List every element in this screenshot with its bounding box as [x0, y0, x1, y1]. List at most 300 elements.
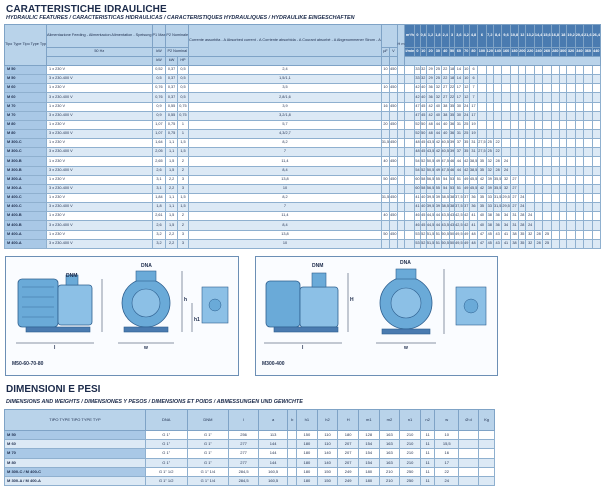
head-value-cell	[584, 148, 592, 157]
head-value-cell	[486, 84, 493, 93]
dim-value-cell: 16	[435, 449, 459, 458]
dim-value-cell: 277	[229, 458, 259, 467]
head-value-cell: 31,5	[493, 193, 501, 202]
head-value-cell: 60	[415, 184, 420, 193]
uf-cell	[381, 93, 389, 102]
head-value-cell: 34	[502, 212, 510, 221]
head-value-cell: 42	[415, 93, 420, 102]
head-value-cell	[534, 66, 542, 75]
amp-cell: 8,4	[189, 221, 382, 230]
dim-value-cell: 11	[420, 476, 435, 485]
table-row	[5, 148, 601, 157]
head-value-cell	[526, 120, 534, 129]
head-value-cell: 28	[534, 230, 542, 239]
dim-value-cell: 11	[420, 449, 435, 458]
head-value-cell	[526, 184, 534, 193]
head-value-cell: 43	[449, 221, 454, 230]
dim-col-header: m2	[379, 410, 400, 431]
head-value-cell: 32	[526, 230, 534, 239]
model-cell: M 300-B	[5, 157, 47, 166]
head-value-cell: 19	[469, 120, 477, 129]
model-cell: M 70	[5, 102, 47, 111]
q-lmin-value: 120	[486, 48, 493, 57]
head-value-cell: 36	[493, 221, 501, 230]
head-value-cell	[526, 166, 534, 175]
amp-cell: 3,5	[189, 84, 382, 93]
head-value-cell	[502, 139, 510, 148]
head-value-cell	[526, 175, 534, 184]
uf-cell: 10	[381, 66, 389, 75]
dimensions-subtitle: DIMENSIONS AND WEIGHTS / DIMENSIONES Y PESOS / DIMENSIONS ET POIDS / ABMESSUNGEN UND GEWICHTE	[6, 399, 303, 405]
dim-col-header: h2	[317, 410, 338, 431]
label-l: l	[54, 345, 56, 351]
h-unit-cell	[397, 139, 405, 148]
head-value-cell: 38	[486, 212, 493, 221]
dim-value-cell	[288, 467, 297, 476]
feed-cell: 1 x 230 V	[47, 102, 152, 111]
dim-model-cell: M 300-C / M 400-C	[5, 467, 146, 476]
dim-value-cell: 180	[358, 467, 379, 476]
hp-cell: 0,75	[177, 102, 188, 111]
model-cell: M 70	[5, 111, 47, 120]
h-spacer-cell	[405, 239, 415, 248]
head-value-cell: 43,5	[426, 139, 434, 148]
dim-value-cell: 11	[420, 458, 435, 467]
model-cell: M 300-A	[5, 175, 47, 184]
col-cap	[381, 25, 397, 48]
head-value-cell	[510, 157, 518, 166]
p1-cell: 3,2	[152, 230, 166, 239]
head-value-cell	[575, 102, 583, 111]
head-value-cell: 10	[463, 66, 469, 75]
head-value-cell: 12	[463, 84, 469, 93]
col-hz: 50 Hz	[47, 48, 152, 57]
v-cell	[390, 239, 397, 248]
head-value-cell: 41	[469, 221, 477, 230]
h-spacer-cell	[405, 66, 415, 75]
dim-value-cell: 277	[229, 449, 259, 458]
head-value-cell	[526, 193, 534, 202]
head-value-cell	[543, 193, 551, 202]
head-value-cell	[551, 75, 559, 84]
h-spacer-cell	[405, 175, 415, 184]
head-value-cell	[519, 139, 526, 148]
feed-cell: 1 x 230 V	[47, 157, 152, 166]
col-h: H m	[397, 25, 405, 66]
head-value-cell	[486, 120, 493, 129]
dimensions-table	[4, 409, 495, 486]
q-lmin-value: 70	[463, 48, 469, 57]
hp-cell: 0,5	[177, 75, 188, 84]
feed-cell: 3 x 230-400 V	[47, 221, 152, 230]
head-value-cell: 27,5	[478, 139, 486, 148]
model-cell: M 80	[5, 120, 47, 129]
head-value-cell: 32	[420, 75, 426, 84]
head-value-cell: 56,5	[426, 184, 434, 193]
head-value-cell: 32	[486, 157, 493, 166]
head-value-cell: 53	[449, 175, 454, 184]
h-spacer-cell	[405, 139, 415, 148]
head-value-cell	[560, 175, 567, 184]
head-value-cell: 17	[455, 93, 463, 102]
head-value-cell: 31	[510, 212, 518, 221]
head-value-cell	[526, 66, 534, 75]
head-value-cell	[526, 93, 534, 102]
head-value-cell: 40	[435, 111, 441, 120]
head-value-cell	[584, 93, 592, 102]
dim-model-cell: M 80	[5, 458, 146, 467]
head-value-cell: 27	[510, 175, 518, 184]
head-value-cell: 27	[510, 193, 518, 202]
head-value-cell	[584, 129, 592, 138]
head-value-cell	[584, 212, 592, 221]
dim-col-header: w	[435, 410, 459, 431]
head-value-cell	[551, 148, 559, 157]
head-value-cell	[534, 93, 542, 102]
hydraulic-subtitle: HYDRAULIC FEATURES / CARACTERISTICAS HIDRAULICAS / CARACTERISTIQUES HYDRAULIQUES / HYDRAULIKE EINGESCHAFTEN	[6, 15, 355, 21]
q-lmin-value: 140	[493, 48, 501, 57]
head-value-cell	[567, 102, 575, 111]
head-value-cell: 33	[415, 75, 420, 84]
p2kw-cell: 2,2	[166, 230, 177, 239]
head-value-cell: 41	[469, 212, 477, 221]
table-row	[5, 129, 601, 138]
h-unit-cell	[397, 230, 405, 239]
dim-value-cell: 154	[358, 440, 379, 449]
head-value-cell: 39	[435, 193, 441, 202]
h-unit-cell	[397, 93, 405, 102]
head-value-cell: 32	[486, 166, 493, 175]
head-value-cell	[592, 93, 600, 102]
head-value-cell	[543, 129, 551, 138]
dim-col-header: n2	[420, 410, 435, 431]
head-value-cell	[519, 184, 526, 193]
dim-value-cell: G 1"	[187, 449, 229, 458]
h-unit-cell	[397, 166, 405, 175]
dim-col-header: Ø d	[459, 410, 479, 431]
head-value-cell	[575, 84, 583, 93]
dim-value-cell: 15,5	[435, 440, 459, 449]
head-value-cell: 24	[519, 203, 526, 212]
table-row	[5, 230, 601, 239]
dim-value-cell: G 1"	[145, 449, 187, 458]
head-value-cell	[592, 230, 600, 239]
head-value-cell: 50,5	[441, 239, 449, 248]
col-amp-blank	[189, 57, 382, 66]
head-value-cell: 25	[486, 139, 493, 148]
head-value-cell	[592, 129, 600, 138]
head-value-cell	[567, 93, 575, 102]
v-cell	[390, 166, 397, 175]
amp-cell: 2,8/1,6	[189, 93, 382, 102]
model-cell: M 400-C	[5, 203, 47, 212]
h-unit-cell	[397, 120, 405, 129]
head-value-cell: 22	[449, 84, 454, 93]
head-value-cell	[560, 93, 567, 102]
dim-model-cell: M 300-A / M 400-A	[5, 476, 146, 485]
v-cell	[390, 221, 397, 230]
head-value-cell: 37	[463, 203, 469, 212]
p2kw-cell: 1,1	[166, 139, 177, 148]
head-value-cell: 38	[449, 193, 454, 202]
head-value-cell	[551, 203, 559, 212]
q-lmin-value: 0	[415, 48, 420, 57]
head-value-cell	[592, 193, 600, 202]
label-dna-2: DNA	[400, 260, 411, 266]
feed-cell: 3 x 230-400 V	[47, 111, 152, 120]
hp-cell: 2	[177, 221, 188, 230]
p1-cell: 0,52	[152, 66, 166, 75]
uf-cell: 40	[381, 157, 389, 166]
head-value-cell	[502, 75, 510, 84]
q-m3h-value: 7,2	[486, 25, 493, 48]
col-p1: P1 Max	[152, 25, 166, 48]
head-value-cell	[551, 157, 559, 166]
head-value-cell	[519, 120, 526, 129]
col-p1-kw: kW	[152, 57, 166, 66]
table-row	[5, 66, 601, 75]
head-value-cell	[575, 111, 583, 120]
h-unit-cell	[397, 66, 405, 75]
dim-value-cell: 180	[358, 476, 379, 485]
amp-cell: 8,4	[189, 166, 382, 175]
head-value-cell	[560, 166, 567, 175]
p1-cell: 2,65	[152, 157, 166, 166]
p1-cell: 2,61	[152, 212, 166, 221]
v-cell	[390, 111, 397, 120]
head-value-cell	[567, 157, 575, 166]
dim-empty-cell	[459, 440, 479, 449]
drawing-m50-80	[5, 256, 239, 376]
head-value-cell: 38	[441, 102, 449, 111]
head-value-cell: 37,5	[455, 203, 463, 212]
col-feed-blank	[47, 57, 152, 66]
head-value-cell	[534, 102, 542, 111]
head-value-cell	[519, 93, 526, 102]
head-value-cell: 22	[493, 148, 501, 157]
head-value-cell: 41	[502, 239, 510, 248]
head-value-cell	[510, 102, 518, 111]
head-value-cell: 50	[420, 120, 426, 129]
head-value-cell: 42,5	[455, 212, 463, 221]
p1-cell: 0,5	[152, 75, 166, 84]
head-value-cell	[534, 203, 542, 212]
head-value-cell: 51,5	[426, 230, 434, 239]
head-value-cell	[543, 166, 551, 175]
label-w: w	[144, 345, 148, 351]
label-h1: h1	[194, 317, 200, 323]
head-value-cell	[567, 203, 575, 212]
head-value-cell: 14	[455, 75, 463, 84]
head-value-cell	[575, 166, 583, 175]
head-value-cell	[493, 84, 501, 93]
head-value-cell	[510, 111, 518, 120]
head-value-cell: 36	[469, 193, 477, 202]
head-value-cell: 19	[469, 129, 477, 138]
dim-empty-cell	[479, 467, 495, 476]
p1-cell: 2,6	[152, 221, 166, 230]
head-value-cell: 29	[426, 75, 434, 84]
head-value-cell: 25	[543, 239, 551, 248]
q-m3h-value: 14,4	[534, 25, 542, 48]
table-row	[5, 449, 495, 458]
head-value-cell	[584, 193, 592, 202]
head-value-cell: 52	[420, 230, 426, 239]
head-value-cell	[526, 84, 534, 93]
dim-col-header: m1	[358, 410, 379, 431]
head-value-cell	[551, 66, 559, 75]
head-value-cell: 50	[449, 239, 454, 248]
head-value-cell: 43,5	[426, 148, 434, 157]
feed-cell: 1 x 230 V	[47, 66, 152, 75]
dim-value-cell: 150	[317, 467, 338, 476]
head-value-cell	[510, 166, 518, 175]
head-value-cell: 42	[478, 175, 486, 184]
head-value-cell: 43,5	[441, 212, 449, 221]
hydraulic-table	[4, 24, 601, 249]
head-value-cell: 38	[441, 111, 449, 120]
head-value-cell	[592, 84, 600, 93]
dim-value-cell: 249	[338, 467, 359, 476]
head-value-cell	[575, 212, 583, 221]
head-value-cell	[560, 75, 567, 84]
q-m3h-value: 13,2	[526, 25, 534, 48]
head-value-cell: 60	[415, 175, 420, 184]
h-unit-cell	[397, 212, 405, 221]
head-value-cell	[486, 93, 493, 102]
col-v-blank	[390, 57, 397, 66]
amp-cell: 8,2	[189, 193, 382, 202]
head-value-cell: 49	[463, 175, 469, 184]
uf-cell	[381, 166, 389, 175]
head-value-cell	[560, 148, 567, 157]
head-value-cell	[560, 102, 567, 111]
p2kw-cell: 0,75	[166, 129, 177, 138]
dim-model-cell: M 60	[5, 440, 146, 449]
head-value-cell	[567, 221, 575, 230]
table-row	[5, 166, 601, 175]
head-value-cell: 43	[493, 239, 501, 248]
v-cell	[390, 184, 397, 193]
head-value-cell	[543, 93, 551, 102]
uf-cell: 16	[381, 102, 389, 111]
head-value-cell: 30	[455, 111, 463, 120]
head-value-cell: 32	[435, 84, 441, 93]
hp-cell: 2	[177, 166, 188, 175]
uf-cell: 40	[381, 212, 389, 221]
head-value-cell	[478, 102, 486, 111]
head-value-cell: 33	[486, 193, 493, 202]
dim-value-cell: 11	[420, 440, 435, 449]
head-value-cell: 49	[435, 157, 441, 166]
hp-cell: 3	[177, 239, 188, 248]
head-value-cell	[543, 75, 551, 84]
amp-cell: 7	[189, 148, 382, 157]
head-value-cell: 40	[441, 129, 449, 138]
hp-cell: 1	[177, 120, 188, 129]
head-value-cell	[567, 129, 575, 138]
h-spacer-cell	[405, 93, 415, 102]
model-cell: M 60	[5, 93, 47, 102]
head-value-cell	[543, 84, 551, 93]
col-tipo: Tipo Type Tipo Type Typ	[5, 25, 47, 66]
amp-cell: 2,4	[189, 66, 382, 75]
h-unit-cell	[397, 157, 405, 166]
dim-value-cell: 207	[338, 458, 359, 467]
head-value-cell	[510, 139, 518, 148]
head-value-cell	[510, 93, 518, 102]
head-value-cell	[567, 111, 575, 120]
head-value-cell: 54	[415, 157, 420, 166]
v-cell: 450	[390, 157, 397, 166]
head-value-cell: 42	[478, 184, 486, 193]
col-q-blank	[405, 57, 600, 66]
head-value-cell: 22	[441, 75, 449, 84]
head-value-cell: 40	[435, 102, 441, 111]
head-value-cell	[575, 184, 583, 193]
q-lmin-value: 60	[455, 48, 463, 57]
p2kw-cell: 0,37	[166, 84, 177, 93]
dim-col-header: h1	[297, 410, 318, 431]
head-value-cell: 50	[420, 129, 426, 138]
head-value-cell: 22	[493, 139, 501, 148]
dim-empty-cell	[479, 458, 495, 467]
dim-model-cell: M 50	[5, 431, 146, 440]
head-value-cell	[510, 84, 518, 93]
q-lmin-value: 300	[560, 48, 567, 57]
dim-value-cell: 210	[379, 476, 400, 485]
h-unit-cell	[397, 221, 405, 230]
table-row	[5, 157, 601, 166]
feed-cell: 1 x 230 V	[47, 230, 152, 239]
head-value-cell: 46	[449, 157, 454, 166]
head-value-cell: 52	[415, 120, 420, 129]
head-value-cell: 50,5	[426, 166, 434, 175]
head-value-cell: 35	[478, 203, 486, 212]
h-spacer-cell	[405, 120, 415, 129]
head-value-cell: 31	[510, 221, 518, 230]
head-value-cell	[584, 102, 592, 111]
head-value-cell: 41	[415, 193, 420, 202]
dim-value-cell: 24	[435, 476, 459, 485]
head-value-cell: 39	[486, 184, 493, 193]
head-value-cell: 42,5	[455, 221, 463, 230]
q-lmin-value: 10	[420, 48, 426, 57]
dim-col-header: DNA	[145, 410, 187, 431]
head-value-cell: 38	[486, 221, 493, 230]
uf-cell: 50	[381, 175, 389, 184]
h-spacer-cell	[405, 148, 415, 157]
head-value-cell	[510, 129, 518, 138]
head-value-cell	[575, 175, 583, 184]
head-value-cell	[486, 66, 493, 75]
head-value-cell: 37	[463, 193, 469, 202]
head-value-cell: 31	[455, 129, 463, 138]
head-value-cell: 39	[449, 139, 454, 148]
v-cell: 450	[390, 84, 397, 93]
head-value-cell: 40	[478, 212, 486, 221]
head-value-cell	[502, 129, 510, 138]
head-value-cell: 36	[449, 120, 454, 129]
head-value-cell	[584, 111, 592, 120]
uf-cell: 31,5	[381, 139, 389, 148]
head-value-cell	[478, 93, 486, 102]
dim-value-cell: 144	[258, 458, 288, 467]
head-value-cell: 35	[519, 239, 526, 248]
head-value-cell	[592, 75, 600, 84]
amp-cell: 3,9	[189, 102, 382, 111]
head-value-cell	[502, 148, 510, 157]
